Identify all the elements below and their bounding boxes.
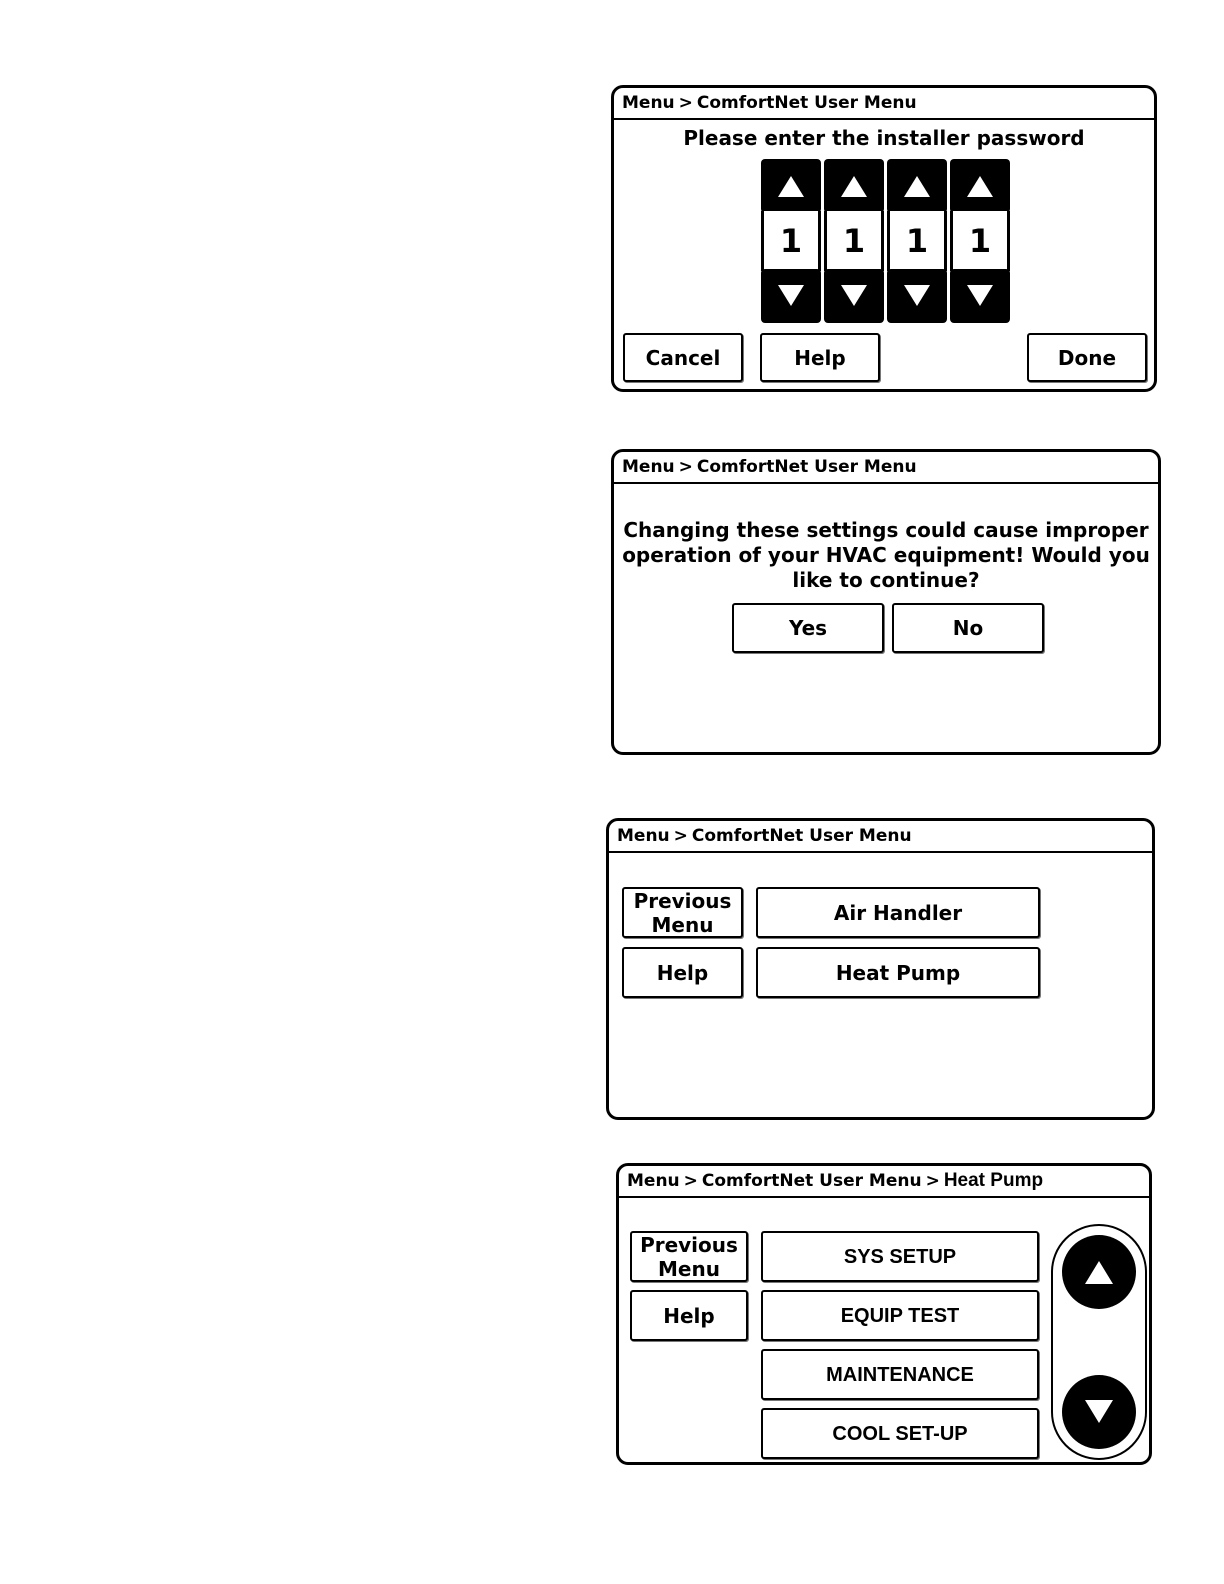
digit-1-value: 1 [761,211,821,271]
done-button[interactable]: Done [1027,333,1147,382]
triangle-down-icon [777,284,805,308]
password-screen [611,85,1157,392]
breadcrumb-item: ComfortNet User Menu [696,457,917,477]
warning-screen [611,449,1161,755]
help-button[interactable]: Help [630,1290,748,1341]
user-menu-screen [606,818,1155,1120]
help-button[interactable]: Help [622,947,743,998]
scroll-up-button[interactable] [1062,1235,1136,1309]
breadcrumb-separator: > [683,1171,698,1191]
warning-message-line: operation of your HVAC equipment! Would you [622,543,1150,567]
previous-menu-button[interactable]: Previous Menu [630,1231,748,1282]
breadcrumb-separator: > [678,93,693,113]
yes-button[interactable]: Yes [732,603,884,653]
triangle-down-icon [840,284,868,308]
triangle-up-icon [777,174,805,198]
no-button[interactable]: No [892,603,1044,653]
triangle-up-icon [1084,1259,1114,1285]
help-button[interactable]: Help [760,333,880,382]
breadcrumb-item: ComfortNet User Menu [696,93,917,113]
triangle-down-icon [966,284,994,308]
digit-2-down-button[interactable] [824,269,884,323]
breadcrumb-item: Menu [627,1171,680,1191]
sys-setup-button[interactable]: SYS SETUP [761,1231,1039,1282]
digit-4-up-button[interactable] [950,159,1010,213]
breadcrumb-item: Menu [617,826,670,846]
triangle-down-icon [903,284,931,308]
warning-message-line: like to continue? [792,568,980,592]
equip-test-button[interactable]: EQUIP TEST [761,1290,1039,1341]
heat-pump-button[interactable]: Heat Pump [756,947,1040,998]
digit-1-down-button[interactable] [761,269,821,323]
cool-set-up-button[interactable]: COOL SET-UP [761,1408,1039,1459]
digit-3-down-button[interactable] [887,269,947,323]
digit-4-down-button[interactable] [950,269,1010,323]
password-digit-1 [761,159,821,323]
warning-message [614,518,1158,593]
digit-4-value: 1 [950,211,1010,271]
digit-2-up-button[interactable] [824,159,884,213]
breadcrumb [614,452,1158,484]
breadcrumb-item: ComfortNet User Menu [701,1171,922,1191]
breadcrumb-item: Heat Pump [943,1170,1044,1191]
digit-3-up-button[interactable] [887,159,947,213]
triangle-up-icon [840,174,868,198]
scrollbar[interactable] [1051,1224,1147,1460]
heat-pump-menu-screen [616,1163,1152,1465]
previous-menu-button[interactable]: Previous Menu [622,887,743,938]
digit-2-value: 1 [824,211,884,271]
breadcrumb-separator: > [673,826,688,846]
breadcrumb-separator: > [678,457,693,477]
triangle-down-icon [1084,1399,1114,1425]
triangle-up-icon [903,174,931,198]
air-handler-button[interactable]: Air Handler [756,887,1040,938]
password-digit-3 [887,159,947,323]
cancel-button[interactable]: Cancel [623,333,743,382]
breadcrumb-item: Menu [622,457,675,477]
password-digit-4 [950,159,1010,323]
scroll-down-button[interactable] [1062,1375,1136,1449]
breadcrumb [609,821,1152,853]
password-prompt: Please enter the installer password [683,126,1085,150]
triangle-up-icon [966,174,994,198]
password-digit-2 [824,159,884,323]
digit-1-up-button[interactable] [761,159,821,213]
breadcrumb [614,88,1154,120]
digit-3-value: 1 [887,211,947,271]
maintenance-button[interactable]: MAINTENANCE [761,1349,1039,1400]
warning-message-line: Changing these settings could cause improper [623,518,1149,542]
breadcrumb-separator: > [925,1171,940,1191]
breadcrumb-item: ComfortNet User Menu [691,826,912,846]
breadcrumb-item: Menu [622,93,675,113]
breadcrumb [619,1166,1149,1198]
